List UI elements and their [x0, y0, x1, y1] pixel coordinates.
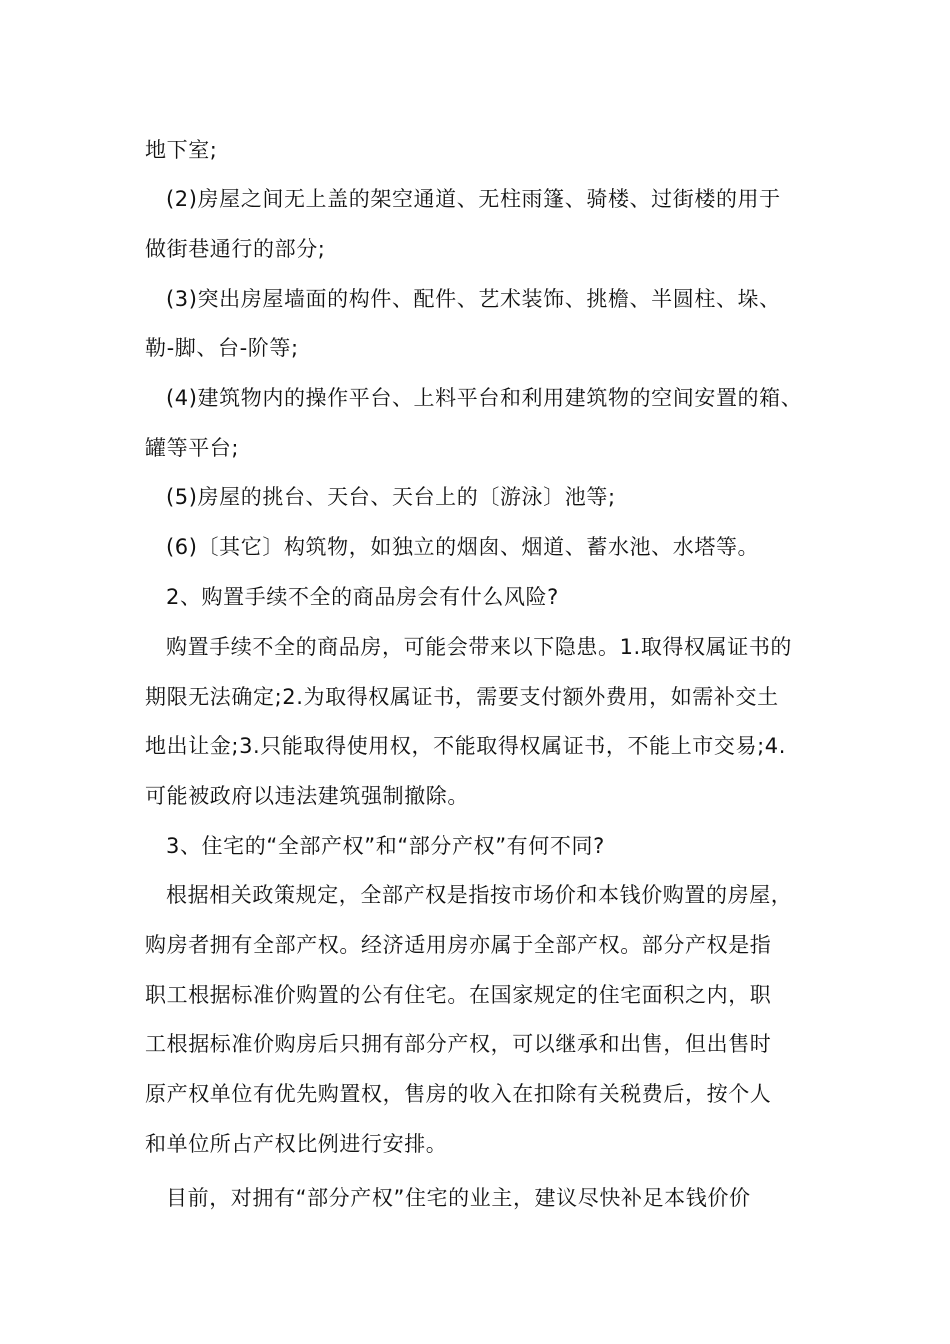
text-line: 工根据标准价购房后只拥有部分产权，可以继承和出售，但出售时 — [145, 1032, 772, 1056]
text-line: 目前，对拥有“部分产权”住宅的业主，建议尽快补足本钱价价 — [166, 1186, 751, 1210]
text-line: 做街巷通行的部分; — [145, 237, 326, 261]
text-line: 期限无法确定;2.为取得权属证书，需要支付额外费用，如需补交土 — [145, 685, 779, 709]
text-line: (3)突出房屋墙面的构件、配件、艺术装饰、挑檐、半圆柱、垛、 — [166, 287, 781, 311]
text-line: 地出让金;3.只能取得使用权，不能取得权属证书，不能上市交易;4. — [145, 734, 787, 758]
text-line: 购置手续不全的商品房，可能会带来以下隐患。1.取得权属证书的 — [166, 635, 793, 659]
text-line: 购房者拥有全部产权。经济适用房亦属于全部产权。部分产权是指 — [145, 933, 772, 957]
text-line: (5)房屋的挑台、天台、天台上的〔游泳〕池等; — [166, 485, 616, 509]
text-line: 原产权单位有优先购置权，售房的收入在扣除有关税费后，按个人 — [145, 1082, 772, 1106]
text-line: 地下室; — [145, 138, 218, 162]
section-heading: 3、住宅的“全部产权”和“部分产权”有何不同? — [166, 834, 605, 858]
text-line: 罐等平台; — [145, 436, 240, 460]
section-heading: 2、购置手续不全的商品房会有什么风险? — [166, 585, 559, 609]
text-line: (2)房屋之间无上盖的架空通道、无柱雨篷、骑楼、过街楼的用于 — [166, 187, 781, 211]
text-line: 勒-脚、台-阶等; — [145, 336, 299, 360]
text-line: 根据相关政策规定，全部产权是指按市场价和本钱价购置的房屋， — [166, 883, 793, 907]
text-line: 可能被政府以违法建筑强制撤除。 — [145, 784, 469, 808]
text-line: 和单位所占产权比例进行安排。 — [145, 1132, 448, 1156]
text-line: (4)建筑物内的操作平台、上料平台和利用建筑物的空间安置的箱、 — [166, 386, 803, 410]
text-line: (6)〔其它〕构筑物，如独立的烟囱、烟道、蓄水池、水塔等。 — [166, 535, 760, 559]
text-line: 职工根据标准价购置的公有住宅。在国家规定的住宅面积之内，职 — [145, 983, 772, 1007]
